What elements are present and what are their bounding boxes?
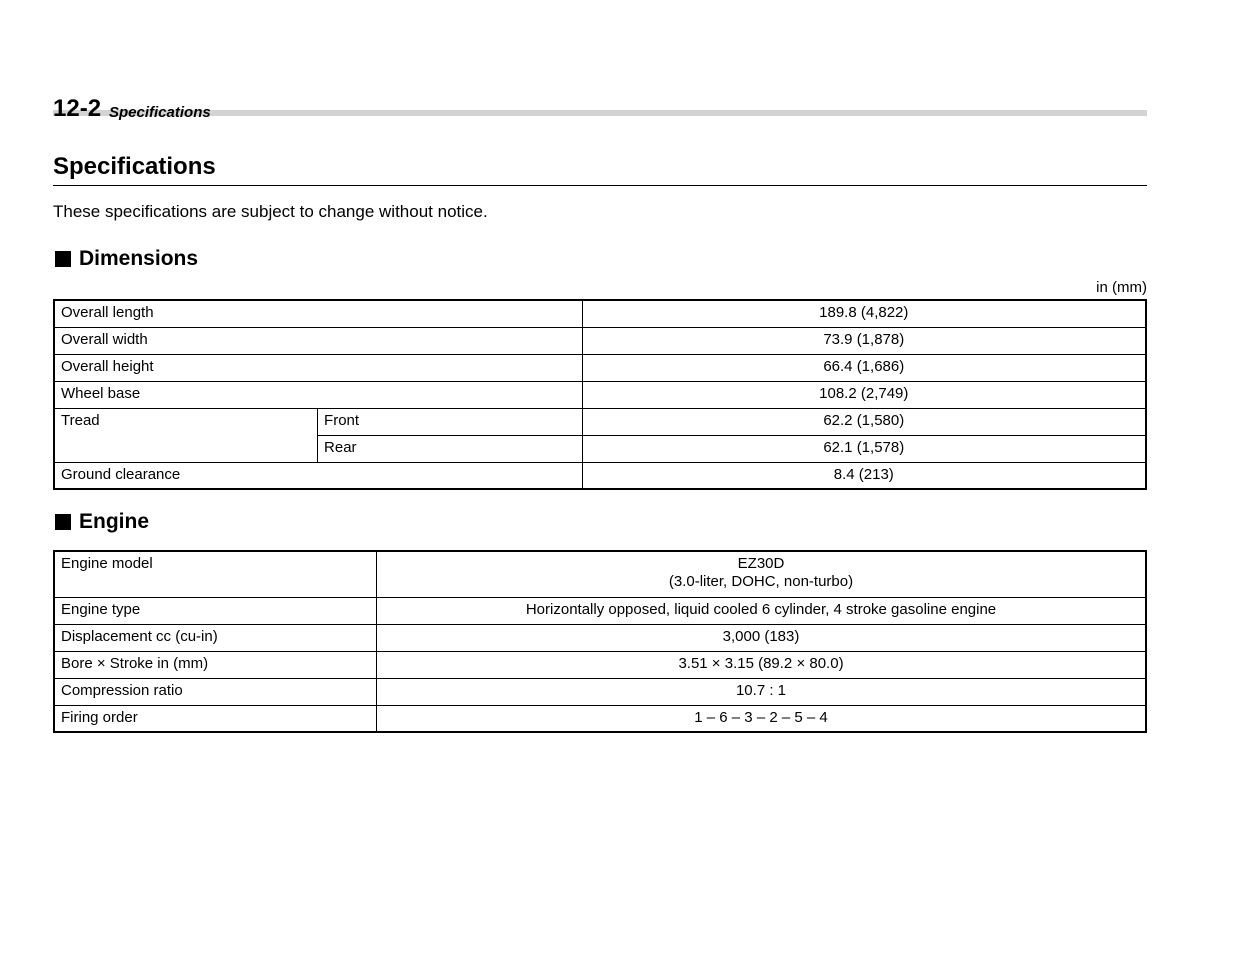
engine-table — [53, 550, 1147, 733]
row-value: Horizontally opposed, liquid cooled 6 cylinder, 4 stroke gasoline engine — [377, 597, 1147, 624]
table-row — [54, 624, 1146, 651]
row-value — [377, 551, 1147, 597]
engine-model-detail: (3.0-liter, DOHC, non-turbo) — [668, 573, 854, 590]
dimensions-unit: in (mm) — [1096, 279, 1147, 296]
header-section-title: Specifications — [109, 104, 211, 121]
row-value: 3,000 (183) — [377, 624, 1147, 651]
row-value: 73.9 (1,878) — [582, 327, 1146, 354]
row-label: Overall width — [54, 327, 582, 354]
table-row — [54, 354, 1146, 381]
row-label: Bore × Stroke in (mm) — [54, 651, 377, 678]
page-header — [53, 96, 1147, 122]
row-label: Overall height — [54, 354, 582, 381]
table-row — [54, 462, 1146, 489]
row-value: 1 – 6 – 3 – 2 – 5 – 4 — [377, 705, 1147, 732]
dimensions-heading-text: Dimensions — [79, 247, 199, 270]
tread-rear-value: 62.1 (1,578) — [582, 435, 1146, 462]
row-value: 8.4 (213) — [582, 462, 1146, 489]
table-row — [54, 551, 1146, 597]
row-value: 10.7 : 1 — [377, 678, 1147, 705]
engine-model-code: EZ30D — [737, 555, 785, 572]
page-title: Specifications — [53, 153, 1147, 186]
row-label: Displacement cc (cu-in) — [54, 624, 377, 651]
dimensions-table — [53, 299, 1147, 490]
page-number: 12-2 — [53, 95, 102, 122]
row-value: 189.8 (4,822) — [582, 300, 1146, 327]
tread-front-value: 62.2 (1,580) — [582, 408, 1146, 435]
row-label: Overall length — [54, 300, 582, 327]
engine-heading — [53, 509, 149, 535]
tread-front-label: Front — [318, 408, 583, 435]
row-label: Engine type — [54, 597, 377, 624]
header-rule — [53, 110, 1147, 116]
row-label: Compression ratio — [54, 678, 377, 705]
row-value: 66.4 (1,686) — [582, 354, 1146, 381]
row-value: 108.2 (2,749) — [582, 381, 1146, 408]
dimensions-heading — [53, 246, 198, 272]
row-label: Ground clearance — [54, 462, 582, 489]
table-row — [54, 678, 1146, 705]
table-row — [54, 408, 1146, 435]
notice-text: These specifications are subject to change without notice. — [53, 202, 488, 221]
tread-rear-label: Rear — [318, 435, 583, 462]
row-label: Wheel base — [54, 381, 582, 408]
row-label: Engine model — [54, 551, 377, 597]
table-row — [54, 597, 1146, 624]
table-row — [54, 705, 1146, 732]
table-row — [54, 651, 1146, 678]
tread-label: Tread — [54, 408, 318, 462]
row-label: Firing order — [54, 705, 377, 732]
table-row — [54, 300, 1146, 327]
table-row — [54, 327, 1146, 354]
row-value: 3.51 × 3.15 (89.2 × 80.0) — [377, 651, 1147, 678]
engine-heading-text: Engine — [79, 510, 150, 533]
square-bullet-icon — [55, 251, 71, 267]
table-row — [54, 381, 1146, 408]
square-bullet-icon — [55, 514, 71, 530]
